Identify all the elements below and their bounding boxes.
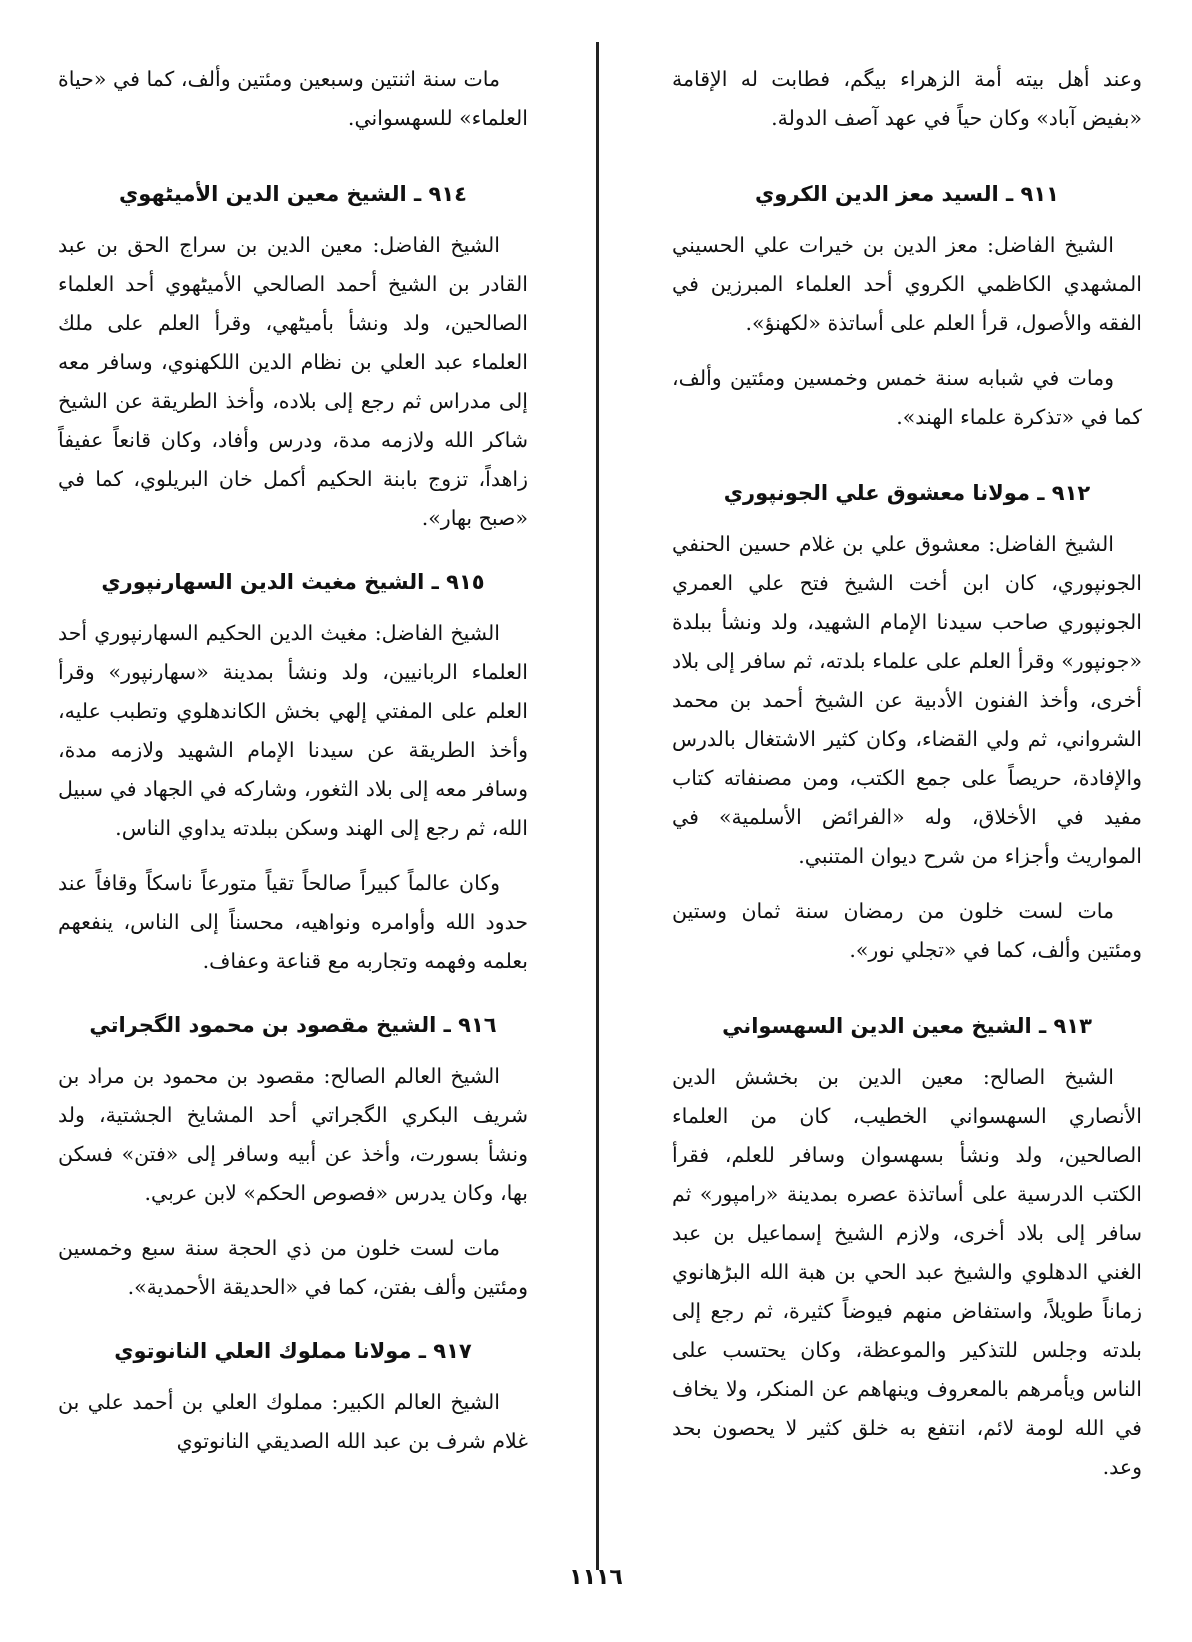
entry-911-paragraph-1: الشيخ الفاضل: معز الدين بن خيرات علي الحسيني المشهدي الكاظمي الكروي أحد العلماء المبرزين في الفقه والأصول، قرأ العلم على أساتذة «لكهنؤ». xyxy=(672,233,1142,335)
entry-title-912: ٩١٢ ـ مولانا معشوق علي الجونپوري xyxy=(723,481,1091,505)
left-column xyxy=(58,60,528,1461)
continuation-paragraph: وعند أهل بيته أمة الزهراء بيگم، فطابت له الإقامة «بفيض آباد» وكان حياً في عهد آصف الدولة. xyxy=(672,67,1142,130)
entry-916-paragraph-2: مات لست خلون من ذي الحجة سنة سبع وخمسين ومئتين وألف بفتن، كما في «الحديقة الأحمدية». xyxy=(58,1236,528,1299)
entry-title-917: ٩١٧ ـ مولانا مملوك العلي النانوتوي xyxy=(114,1339,472,1363)
entry-914-paragraph-1: الشيخ الفاضل: معين الدين بن سراج الحق بن عبد القادر بن الشيخ أحمد الصالحي الأميٹهوي أحد العلماء الصالحين، ولد ونشأ بأميٹهي، وقرأ العلم على ملك العلماء عبد العلي بن نظام الدين اللكهنوي، وسافر معه إلى مدراس ثم رجع إلى بلاده، وأخذ الطريقة عن الشيخ شاكر الله ولازمه مدة، ودرس وأفاد، وكان قانعاً عفيفاً زاهداً، تزوج بابنة الحكيم أكمل خان البريلوي، كما في «صبح بهار». xyxy=(58,233,528,530)
right-column xyxy=(672,60,1142,1487)
entry-916-paragraph-1: الشيخ العالم الصالح: مقصود بن محمود بن مراد بن شريف البكري الگجراتي أحد المشايخ الجشتية، ولد ونشأ بسورت، وأخذ عن أبيه وسافر إلى «فتن» فسكن بها، وكان يدرس «فصوص الحكم» لابن عربي. xyxy=(58,1064,528,1205)
entry-title-914: ٩١٤ ـ الشيخ معين الدين الأميٹهوي xyxy=(119,182,467,206)
entry-911-paragraph-2: ومات في شبابه سنة خمس وخمسين ومئتين وألف، كما في «تذكرة علماء الهند». xyxy=(672,366,1142,429)
column-divider xyxy=(596,42,599,1570)
entry-912-paragraph-2: مات لست خلون من رمضان سنة ثمان وستين ومئتين وألف، كما في «تجلي نور». xyxy=(672,899,1142,962)
page-number: ١١١٦ xyxy=(569,1565,623,1590)
entry-title-915: ٩١٥ ـ الشيخ مغيث الدين السهارنپوري xyxy=(101,570,485,594)
continuation-paragraph: مات سنة اثنتين وسبعين ومئتين وألف، كما في «حياة العلماء» للسهسواني. xyxy=(58,67,528,130)
entry-913-paragraph-1: الشيخ الصالح: معين الدين بن بخشش الدين الأنصاري السهسواني الخطيب، كان من العلماء الصالحين، ولد ونشأ بسهسوان وسافر للعلم، فقرأ الكتب الدرسية على أساتذة عصره بمدينة «رامپور» ثم سافر إلى بلاد أخرى، ولازم الشيخ إسماعيل بن عبد الغني الدهلوي والشيخ عبد الحي بن هبة الله البڑهانوي زماناً طويلاً، واستفاض منهم فيوضاً كثيرة، ثم رجع إلى بلدته وجلس للتذكير والموعظة، وكان يحتسب على الناس ويأمرهم بالمعروف وينهاهم عن المنكر، ولا يخاف في الله لومة لائم، انتفع به خلق كثير لا يحصون بحد وعد. xyxy=(672,1065,1142,1479)
entry-917-paragraph-1: الشيخ العالم الكبير: مملوك العلي بن أحمد علي بن غلام شرف بن عبد الله الصديقي النانوتوي xyxy=(58,1390,528,1453)
entry-title-911: ٩١١ ـ السيد معز الدين الكروي xyxy=(755,182,1059,206)
entry-title-916: ٩١٦ ـ الشيخ مقصود بن محمود الگجراتي xyxy=(89,1013,497,1037)
entry-915-paragraph-1: الشيخ الفاضل: مغيث الدين الحكيم السهارنپوري أحد العلماء الربانيين، ولد ونشأ بمدينة «سهارنپور» وقرأ العلم على المفتي إلهي بخش الكاندهلوي وتطبب عليه، وأخذ الطريقة عن سيدنا الإمام الشهيد ولازمه مدة، وسافر معه إلى بلاد الثغور، وشاركه في الجهاد في سبيل الله، ثم رجع إلى الهند وسكن ببلدته يداوي الناس. xyxy=(58,621,528,840)
entry-912-paragraph-1: الشيخ الفاضل: معشوق علي بن غلام حسين الحنفي الجونپوري، كان ابن أخت الشيخ فتح علي العمري الجونپوري صاحب سيدنا الإمام الشهيد، ولد ونشأ ببلدة «جونپور» وقرأ العلم على علماء بلدته، ثم سافر إلى بلاد أخرى، وأخذ الفنون الأدبية عن الشيخ أحمد بن محمد الشرواني، ثم ولي القضاء، وكان كثير الاشتغال بالدرس والإفادة، حريصاً على جمع الكتب، ومن مصنفاته كتاب مفيد في الأخلاق، وله «الفرائض الأسلمية» في المواريث وأجزاء من شرح ديوان المتنبي. xyxy=(672,532,1142,868)
entry-915-paragraph-2: وكان عالماً كبيراً صالحاً تقياً متورعاً ناسكاً وقافاً عند حدود الله وأوامره ونواهيه، محسناً إلى الناس، ينفعهم بعلمه وفهمه وتجاربه مع قناعة وعفاف. xyxy=(58,871,528,973)
entry-title-913: ٩١٣ ـ الشيخ معين الدين السهسواني xyxy=(722,1014,1092,1038)
